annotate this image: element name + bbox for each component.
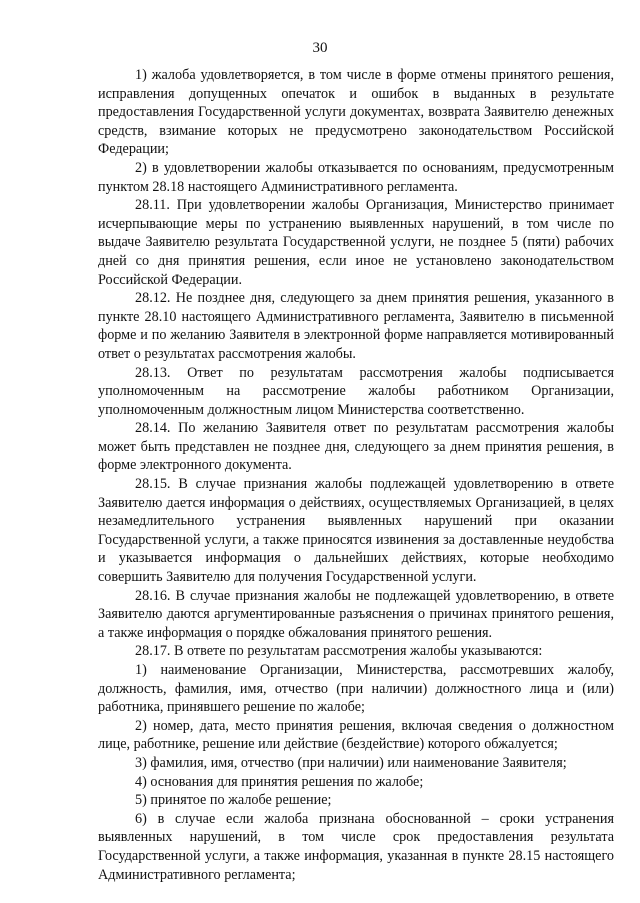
paragraph-28-16: 28.16. В случае признания жалобы не подлежащей удовлетворению, в ответе Заявителю даются аргументированные разъяснения о причинах принятого решения, а также информация о порядке обжалования принятого решения. — [98, 587, 614, 641]
paragraph-28-12: 28.12. Не позднее дня, следующего за днем принятия решения, указанного в пункте 28.10 настоящего Административного регламента, Заявителю в письменной форме и по желанию Заявителя в электронной форме направляется мотивированный ответ о результатах рассмотрения жалобы. — [98, 290, 614, 362]
list-item-4: 4) основания для принятия решения по жалобе; — [135, 773, 424, 790]
paragraph-28-14: 28.14. По желанию Заявителя ответ по результатам рассмотрения жалобы может быть представлен не позднее дня, следующего за днем принятия решения, в форме электронного документа. — [98, 420, 614, 474]
paragraph-2: 2) в удовлетворении жалобы отказывается по основаниям, предусмотренным пунктом 28.18 настоящего Административного регламента. — [98, 159, 614, 195]
list-item-2: 2) номер, дата, место принятия решения, включая сведения о должностном лице, работнике, решение или действие (бездействие) которого обжалуется; — [98, 717, 614, 753]
list-item-3: 3) фамилия, имя, отчество (при наличии) или наименование Заявителя; — [135, 754, 567, 771]
list-item-5: 5) принятое по жалобе решение; — [135, 792, 332, 809]
paragraph-28-17: 28.17. В ответе по результатам рассмотрения жалобы указываются: — [135, 643, 543, 660]
paragraph-1: 1) жалоба удовлетворяется, в том числе в форме отмены принятого решения, исправления допущенных опечаток и ошибок в выданных в результате предоставления Государственной услуги документах, возврата Заявителю денежных средств, взимание которых не предусмотрено законодательством Российской Федерации; — [98, 67, 614, 158]
page-number: 30 — [312, 40, 328, 56]
list-item-1: 1) наименование Организации, Министерства, рассмотревших жалобу, должность, фамилия, имя, отчество (при наличии) должностного лица и (или) работника, принявшего решение по жалобе; — [98, 662, 614, 716]
paragraph-28-13: 28.13. Ответ по результатам рассмотрения жалобы подписывается уполномоченным на рассмотрение жалобы работником Организации, уполномоченным должностным лицом Министерства соответственно. — [98, 364, 614, 418]
paragraph-28-15: 28.15. В случае признания жалобы подлежащей удовлетворению в ответе Заявителю дается информация о действиях, осуществляемых Организацией, в целях незамедлительного устранения выявленных нарушений при оказании Государственной услуги, а также приносятся извинения за доставленные неудобства и указывается информация о дальнейших действиях, которые необходимо совершить Заявителю для получения Государственной услуги. — [98, 476, 614, 586]
list-item-6: 6) в случае если жалоба признана обоснованной – сроки устранения выявленных нарушений, в том числе срок предоставления результата Государственной услуги, а также информация, указанная в пункте 28.15 настоящего Административного регламента; — [98, 810, 614, 883]
body-text — [98, 66, 614, 884]
paragraph-28-11: 28.11. При удовлетворении жалобы Организация, Министерство принимает исчерпывающие меры по устранению выявленных нарушений, в том числе по выдаче Заявителю результата Государственной услуги, не позднее 5 (пяти) рабочих дней со дня принятия решения, если иное не установлено законодательством Российской Федерации. — [98, 197, 614, 288]
